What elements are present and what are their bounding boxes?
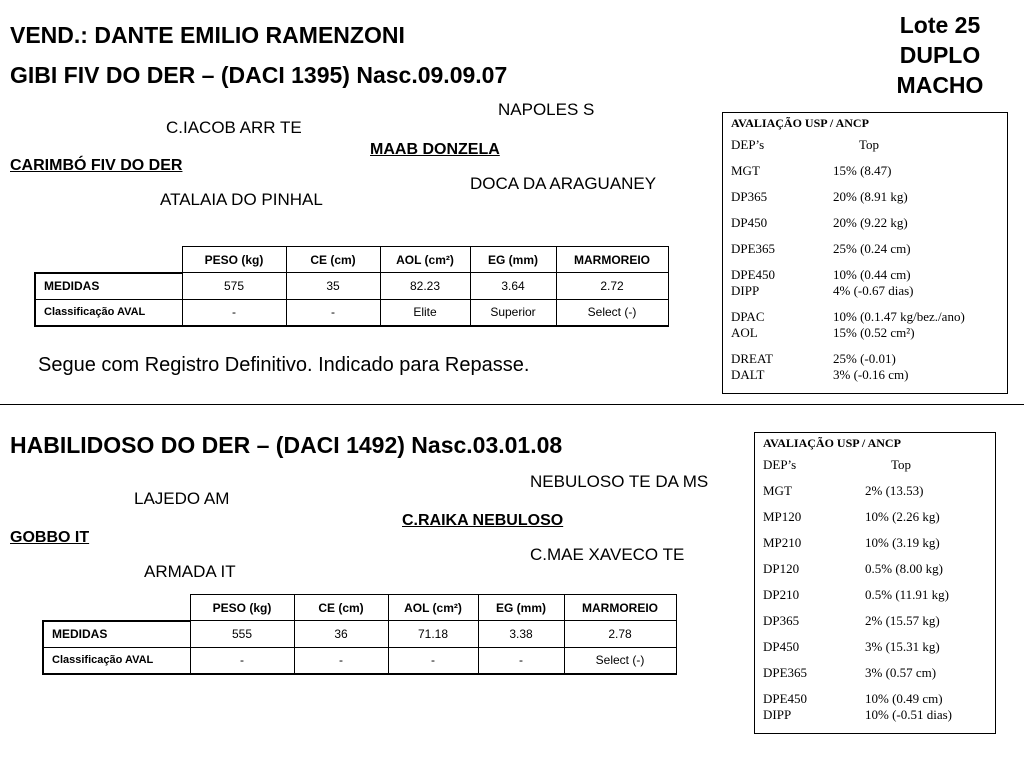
table-cell: Select (-): [564, 647, 676, 674]
table-cell: 2.78: [564, 621, 676, 648]
table-cell: Elite: [380, 299, 470, 326]
table-cell: -: [190, 647, 294, 674]
animal2-dam: C.RAIKA NEBULOSO: [402, 512, 564, 529]
aval-row: DP210 0.5% (11.91 kg): [763, 587, 950, 602]
col-ce: CE (cm): [294, 595, 388, 621]
lote-number: Lote 25: [899, 12, 981, 38]
aval-row: MGT 15% (8.47): [731, 163, 892, 178]
animal2-measures-table: [42, 594, 677, 675]
table-cell: 575: [182, 273, 286, 300]
row-label-medidas: MEDIDAS: [35, 273, 182, 300]
table-cell: Select (-): [556, 299, 668, 326]
lote-sex: MACHO: [896, 72, 984, 98]
table-cell: -: [478, 647, 564, 674]
animal2-dam-sire: NEBULOSO TE DA MS: [530, 472, 709, 491]
lote-type: DUPLO: [899, 42, 981, 68]
table-cell: -: [388, 647, 478, 674]
animal1-note: Segue com Registro Definitivo. Indicado para Repasse.: [38, 354, 530, 376]
animal2-title: HABILIDOSO DO DER – (DACI 1492) Nasc.03.01.08: [10, 432, 563, 458]
aval-row: DIPP 4% (-0.67 dias): [731, 283, 914, 298]
aval-row: DPE365 3% (0.57 cm): [763, 665, 937, 680]
animal1-sire: CARIMBÓ FIV DO DER: [10, 157, 183, 174]
animal1-dam: MAAB DONZELA: [370, 141, 500, 158]
aval-row: DP450 20% (9.22 kg): [731, 215, 908, 230]
aval-row: DPE365 25% (0.24 cm): [731, 241, 911, 256]
animal1-sire-sire: C.IACOB ARR TE: [166, 118, 302, 137]
aval-row: DP365 2% (15.57 kg): [763, 613, 940, 628]
col-peso: PESO (kg): [182, 247, 286, 273]
aval-row: DPE450 10% (0.49 cm): [763, 691, 943, 706]
animal2-dam-dam: C.MAE XAVECO TE: [530, 545, 685, 564]
aval-row: MP210 10% (3.19 kg): [763, 535, 940, 550]
animal1-aval-box: [722, 112, 1008, 394]
col-ce: CE (cm): [286, 247, 380, 273]
animal2-sire: GOBBO IT: [10, 529, 90, 546]
animal1-title: GIBI FIV DO DER – (DACI 1395) Nasc.09.09.07: [10, 62, 508, 88]
aval-row: DEP’s Top: [731, 137, 880, 152]
aval-row: DALT 3% (-0.16 cm): [731, 367, 909, 382]
animal2-sire-dam: ARMADA IT: [144, 562, 236, 581]
table-header-row: [43, 595, 676, 621]
table-cell: 2.72: [556, 273, 668, 300]
table-row: [35, 299, 668, 326]
aval-row: DREAT 25% (-0.01): [731, 351, 896, 366]
row-label-medidas: MEDIDAS: [43, 621, 190, 648]
animal1-dam-dam: DOCA DA ARAGUANEY: [470, 174, 657, 193]
table-header-row: [35, 247, 668, 273]
col-peso: PESO (kg): [190, 595, 294, 621]
row-label-classificacao: Classificação AVAL: [43, 647, 190, 674]
table-row: [35, 273, 668, 300]
table-cell: 36: [294, 621, 388, 648]
aval-row: MGT 2% (13.53): [763, 483, 924, 498]
aval-row: AOL 15% (0.52 cm²): [731, 325, 915, 340]
col-aol: AOL (cm²): [388, 595, 478, 621]
table-cell: 3.38: [478, 621, 564, 648]
aval-row: DP365 20% (8.91 kg): [731, 189, 908, 204]
row-label-classificacao: Classificação AVAL: [35, 299, 182, 326]
table-cell: -: [182, 299, 286, 326]
col-aol: AOL (cm²): [380, 247, 470, 273]
table-cell: 3.64: [470, 273, 556, 300]
table-cell: 555: [190, 621, 294, 648]
table-row: [43, 621, 676, 648]
aval-row: DP450 3% (15.31 kg): [763, 639, 940, 654]
col-marmoreio: MARMOREIO: [564, 595, 676, 621]
aval-row: DEP’s Top: [763, 457, 912, 472]
col-eg: EG (mm): [470, 247, 556, 273]
lote-label: [880, 10, 1000, 100]
animal1-sire-dam: ATALAIA DO PINHAL: [160, 190, 323, 209]
animal2-sire-sire: LAJEDO AM: [134, 489, 230, 508]
col-marmoreio: MARMOREIO: [556, 247, 668, 273]
aval-row: MP120 10% (2.26 kg): [763, 509, 940, 524]
aval-row: DPAC 10% (0.1.47 kg/bez./ano): [731, 309, 965, 324]
table-cell: -: [286, 299, 380, 326]
table-row: [43, 647, 676, 674]
aval-row: DP120 0.5% (8.00 kg): [763, 561, 943, 576]
aval-row: DIPP 10% (-0.51 dias): [763, 707, 953, 722]
vendor-title: VEND.: DANTE EMILIO RAMENZONI: [10, 22, 405, 48]
aval-title: AVALIAÇÃO USP / ANCP: [763, 436, 901, 450]
col-eg: EG (mm): [478, 595, 564, 621]
table-cell: Superior: [470, 299, 556, 326]
table-cell: -: [294, 647, 388, 674]
section-divider: [0, 404, 1024, 405]
table-cell: 82.23: [380, 273, 470, 300]
animal1-measures-table: [34, 246, 669, 327]
aval-row: DPE450 10% (0.44 cm): [731, 267, 911, 282]
animal1-dam-sire: NAPOLES S: [498, 100, 595, 119]
table-cell: 35: [286, 273, 380, 300]
table-cell: 71.18: [388, 621, 478, 648]
aval-title: AVALIAÇÃO USP / ANCP: [731, 116, 869, 130]
animal2-aval-box: [754, 432, 996, 734]
